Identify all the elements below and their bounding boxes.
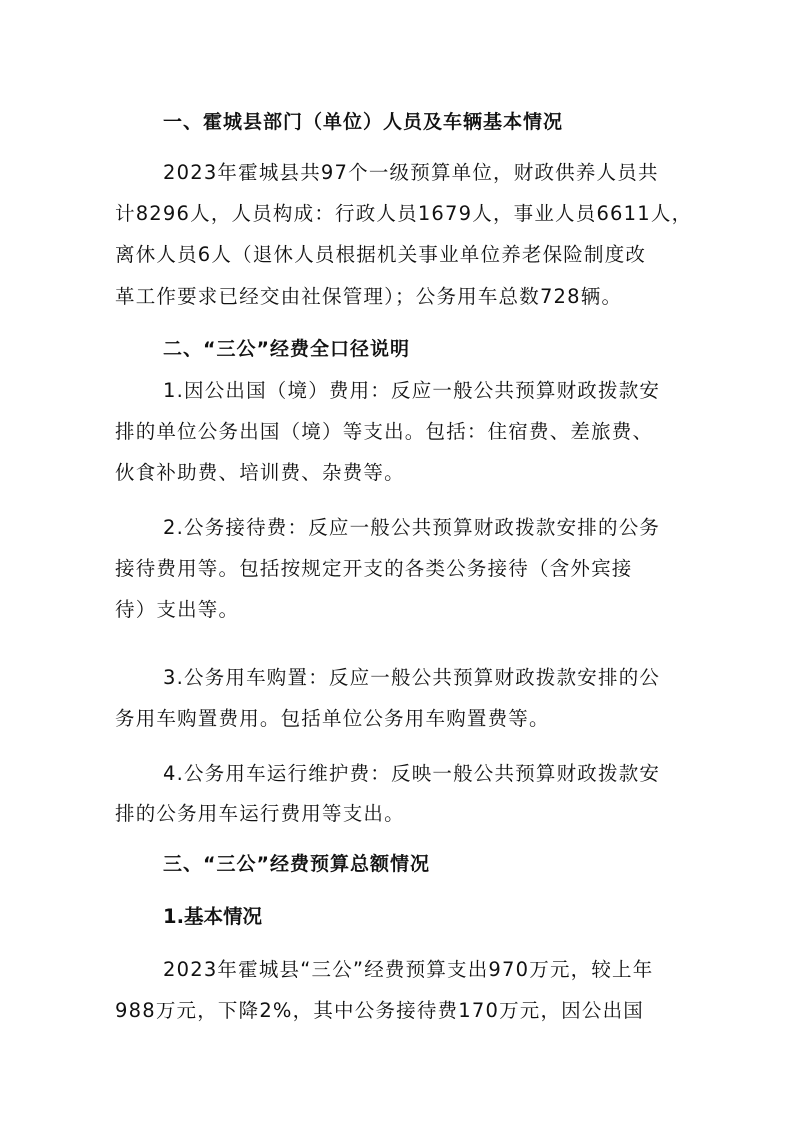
- item-2-line: 2.公务接待费：反应一般公共预算财政拨款安排的公务: [163, 516, 661, 539]
- item-4-line: 4.公务用车运行维护费：反映一般公共预算财政拨款安: [163, 762, 661, 785]
- item-3-line: 务用车购置费用。包括单位公务用车购置费等。: [115, 707, 550, 730]
- paragraph-line: 2023年霍城县共97个一级预算单位，财政供养人员共: [163, 161, 659, 184]
- item-4-line: 排的公务用车运行费用等支出。: [115, 802, 405, 825]
- item-1-line: 伙食补助费、培训费、杂费等。: [115, 461, 405, 484]
- subheading-basic-info: 1.基本情况: [163, 905, 262, 928]
- item-2-line: 待）支出等。: [115, 598, 240, 621]
- section-3-heading: 三、“三公”经费预算总额情况: [163, 853, 430, 875]
- section-2-heading: 二、“三公”经费全口径说明: [163, 338, 410, 360]
- paragraph-line: 计8296人，人员构成：行政人员1679人，事业人员6611人，: [115, 202, 693, 225]
- item-1-line: 1.因公出国（境）费用：反应一般公共预算财政拨款安: [163, 379, 661, 402]
- section-1-heading: 一、霍城县部门（单位）人员及车辆基本情况: [163, 111, 564, 133]
- item-2-line: 接待费用等。包括按规定开支的各类公务接待（含外宾接: [115, 557, 633, 580]
- item-3-line: 3.公务用车购置：反应一般公共预算财政拨款安排的公: [163, 666, 661, 689]
- paragraph-line: 离休人员6人（退休人员根据机关事业单位养老保险制度改: [115, 243, 647, 266]
- paragraph-line: 988万元，下降2%，其中公务接待费170万元，因公出国: [115, 999, 644, 1022]
- paragraph-line: 革工作要求已经交由社保管理）；公务用车总数728辆。: [115, 285, 623, 308]
- item-1-line: 排的单位公务出国（境）等支出。包括：住宿费、差旅费、: [115, 420, 654, 443]
- paragraph-line: 2023年霍城县“三公”经费预算支出970万元，较上年: [163, 958, 654, 981]
